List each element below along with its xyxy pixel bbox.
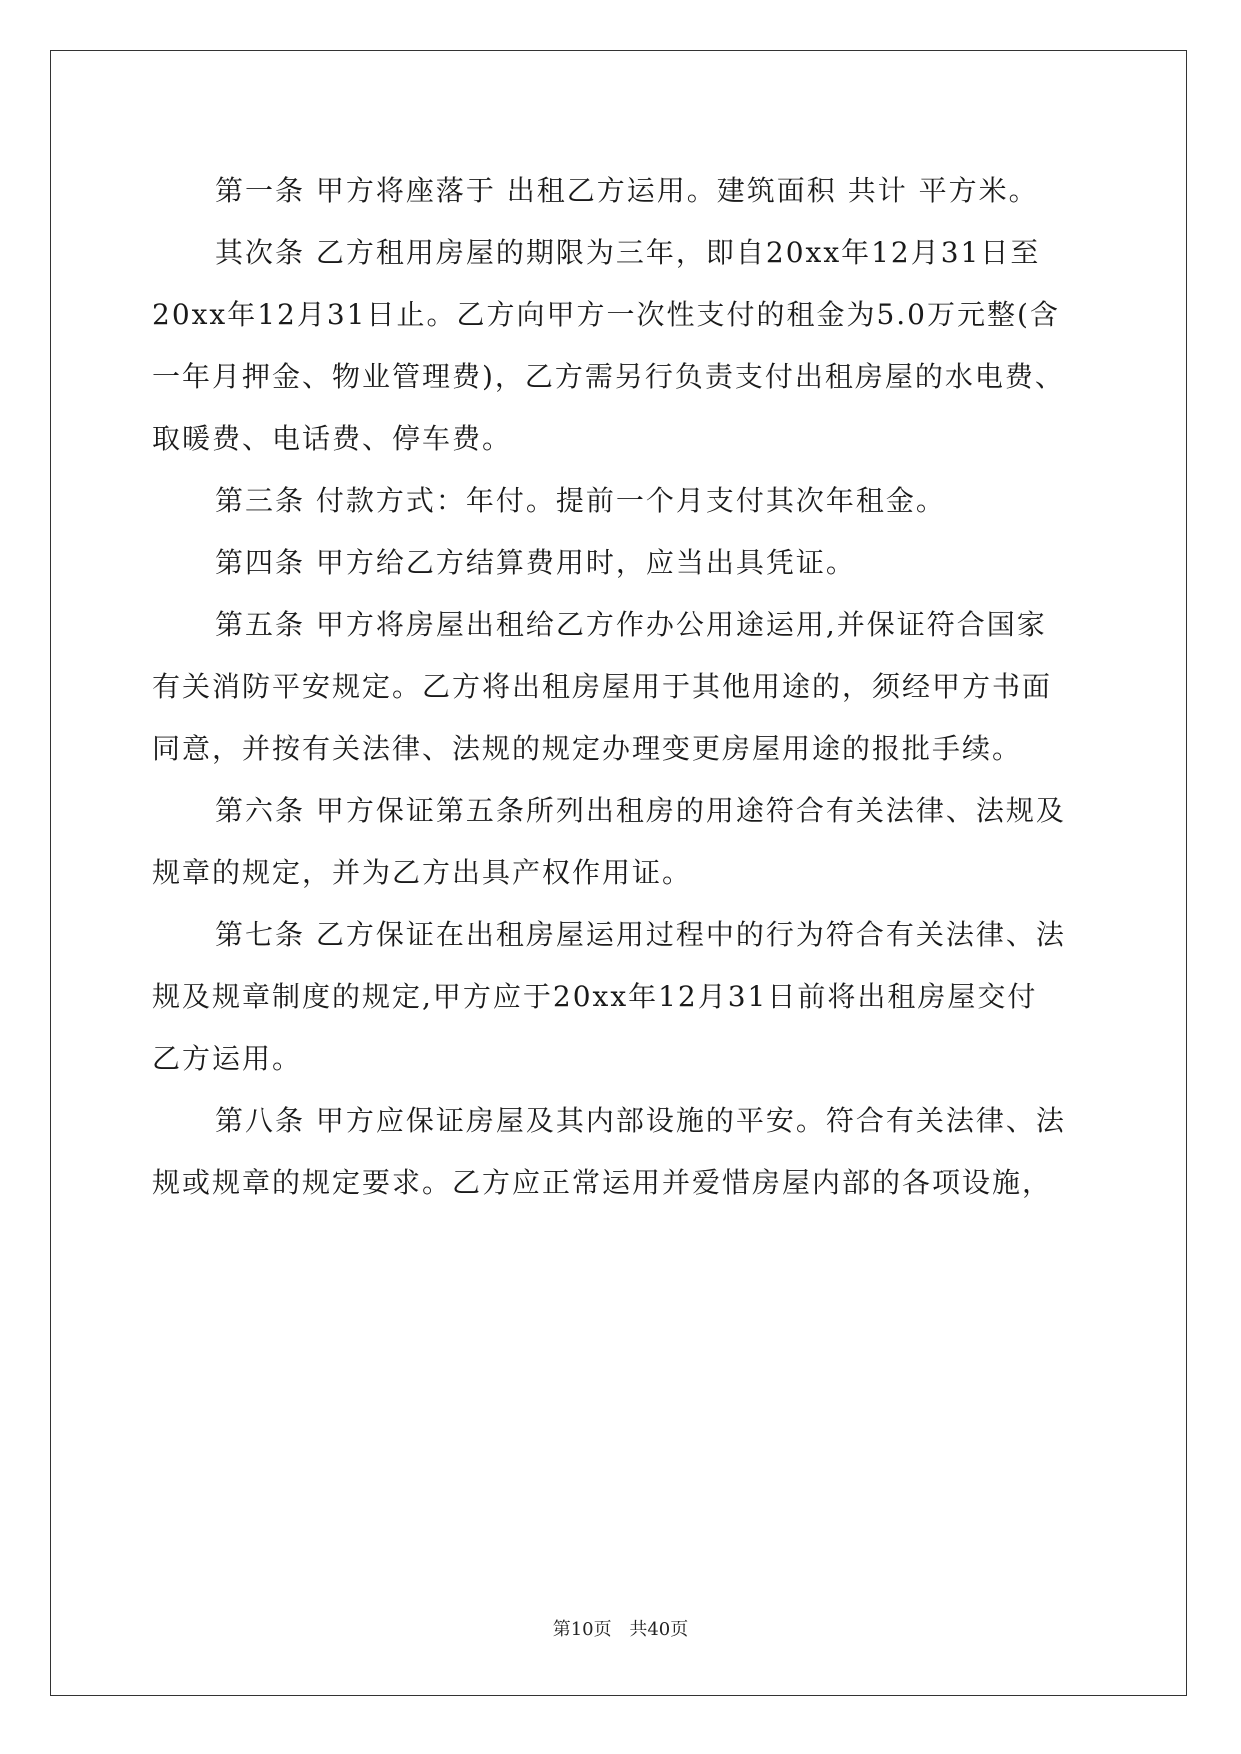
- page-footer: [0, 1618, 1241, 1642]
- text-line: 第四条 甲方给乙方结算费用时，应当出具凭证。: [215, 546, 856, 579]
- text-line: 同意，并按有关法律、法规的规定办理变更房屋用途的报批手续。: [152, 732, 1023, 765]
- text-line: 第三条 付款方式：年付。提前一个月支付其次年租金。: [215, 484, 946, 517]
- text-line: 取暖费、电话费、停车费。: [152, 422, 513, 455]
- text-line: 第六条 甲方保证第五条所列出租房的用途符合有关法律、法规及: [215, 794, 1066, 827]
- text-line: 规及规章制度的规定,甲方应于20xx年12月31日前将出租房屋交付: [152, 980, 1038, 1013]
- text-line: 20xx年12月31日止。乙方向甲方一次性支付的租金为5.0万元整(含: [152, 298, 1060, 331]
- text-line: 其次条 乙方租用房屋的期限为三年，即自20xx年12月31日至: [215, 236, 1041, 269]
- text-line: 乙方运用。: [152, 1042, 303, 1075]
- document-body: [152, 160, 1092, 1214]
- text-line: 第八条 甲方应保证房屋及其内部设施的平安。符合有关法律、法: [215, 1104, 1066, 1137]
- total-pages: 共40页: [629, 1619, 689, 1640]
- text-line: 一年月押金、物业管理费)，乙方需另行负责支付出租房屋的水电费、: [152, 360, 1065, 393]
- text-line: 第七条 乙方保证在出租房屋运用过程中的行为符合有关法律、法: [215, 918, 1066, 951]
- text-line: 规章的规定，并为乙方出具产权作用证。: [152, 856, 693, 889]
- text-line: 规或规章的规定要求。乙方应正常运用并爱惜房屋内部的各项设施，: [152, 1166, 1053, 1199]
- text-line: 有关消防平安规定。乙方将出租房屋用于其他用途的，须经甲方书面: [152, 670, 1053, 703]
- text-line: 第一条 甲方将座落于 出租乙方运用。建筑面积 共计 平方米。: [215, 174, 1039, 207]
- text-line: 第五条 甲方将房屋出租给乙方作办公用途运用,并保证符合国家: [215, 608, 1047, 641]
- current-page-number: 第10页: [552, 1619, 612, 1640]
